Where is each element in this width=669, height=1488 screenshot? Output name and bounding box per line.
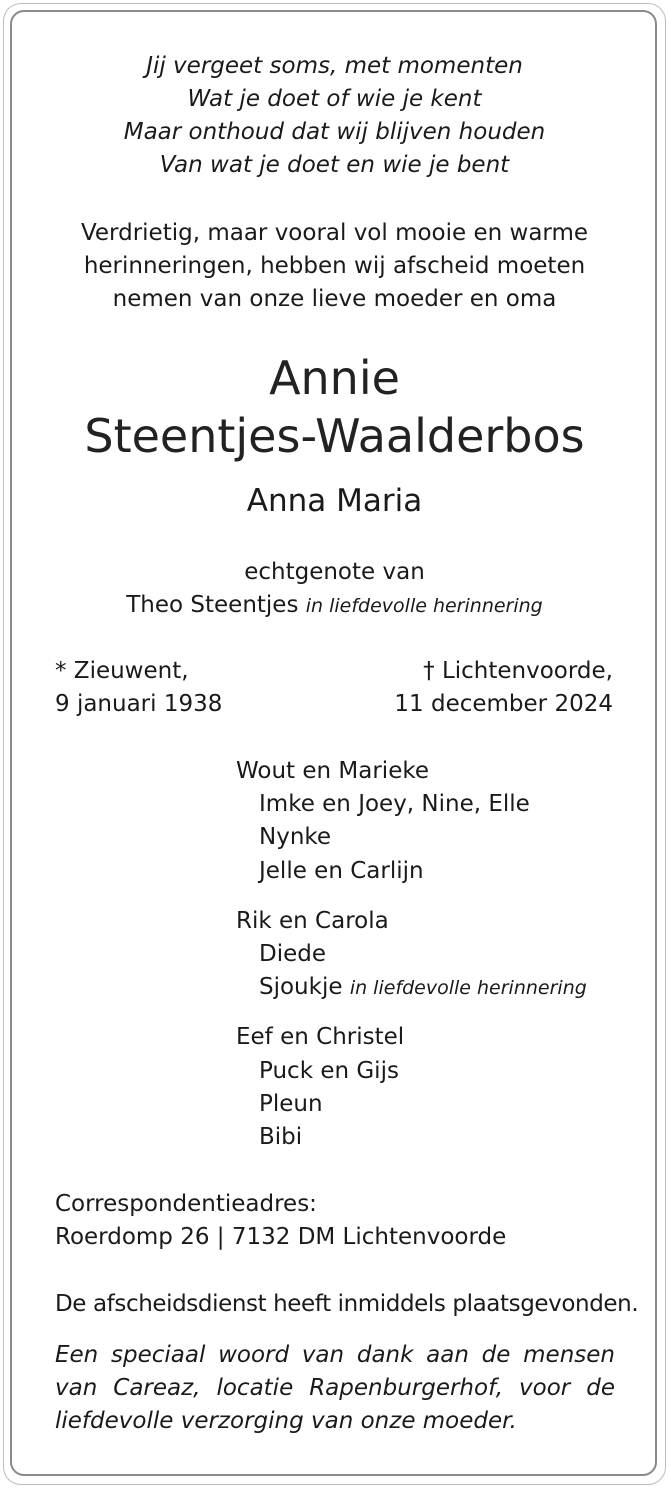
intro-line-1: Verdrietig, maar vooral vol mooie en warme <box>80 220 589 246</box>
grandchild-1-1: Imke en Joey, Nine, Elle <box>259 791 530 817</box>
poem-line-4: Van wat je doet en wie je bent <box>159 152 510 178</box>
grandchild-3-3: Bibi <box>259 1124 303 1150</box>
service-note: De afscheidsdienst heeft inmiddels plaatsgevonden. <box>55 1291 639 1317</box>
family-couple-3: Eef en Christel <box>236 1024 405 1050</box>
intro-line-3: nemen van onze lieve moeder en oma <box>112 286 557 312</box>
family-couple-1: Wout en Marieke <box>236 758 429 784</box>
correspondence-address: Roerdomp 26 | 7132 DM Lichtenvoorde <box>55 1224 507 1250</box>
grandchild-3-2: Pleun <box>259 1091 323 1117</box>
spouse-note: in liefdevolle herinnering <box>305 595 543 617</box>
spouse-label: echtgenote van <box>244 559 425 585</box>
birth-date: 9 januari 1938 <box>55 691 223 717</box>
poem-line-3: Maar onthoud dat wij blijven houden <box>123 119 546 145</box>
deceased-first-name: Annie <box>269 351 400 405</box>
spouse-line <box>0 589 669 623</box>
grandchild-2-1: Diede <box>259 941 327 967</box>
deceased-surname: Steentjes-Waalderbos <box>84 409 585 463</box>
spouse-name: Theo Steentjes <box>126 592 299 618</box>
poem-line-2: Wat je doet of wie je kent <box>187 86 482 112</box>
birth-place: * Zieuwent, <box>55 658 189 684</box>
deceased-given-names: Anna Maria <box>246 483 423 519</box>
death-place: † Lichtenvoorde, <box>423 658 613 684</box>
thanks-text: Een speciaal woord van dank aan de mensen van Careaz, locatie Rapenburgerhof, voor de liefdevolle verzorging van onze moeder. <box>55 1342 615 1434</box>
poem-line-1: Jij vergeet soms, met momenten <box>146 53 523 79</box>
death-date: 11 december 2024 <box>394 691 613 717</box>
grandchild-1-3: Jelle en Carlijn <box>259 858 424 884</box>
correspondence-label: Correspondentieadres: <box>55 1191 317 1217</box>
grandchild-2-2-line <box>259 971 587 1005</box>
intro-line-2: herinneringen, hebben wij afscheid moeten <box>83 253 586 279</box>
family-couple-2: Rik en Carola <box>236 908 389 934</box>
grandchild-2-2-note: in liefdevolle herinnering <box>349 977 587 999</box>
grandchild-2-2: Sjoukje <box>259 974 343 1000</box>
grandchild-3-1: Puck en Gijs <box>259 1058 399 1084</box>
grandchild-1-2: Nynke <box>259 824 332 850</box>
